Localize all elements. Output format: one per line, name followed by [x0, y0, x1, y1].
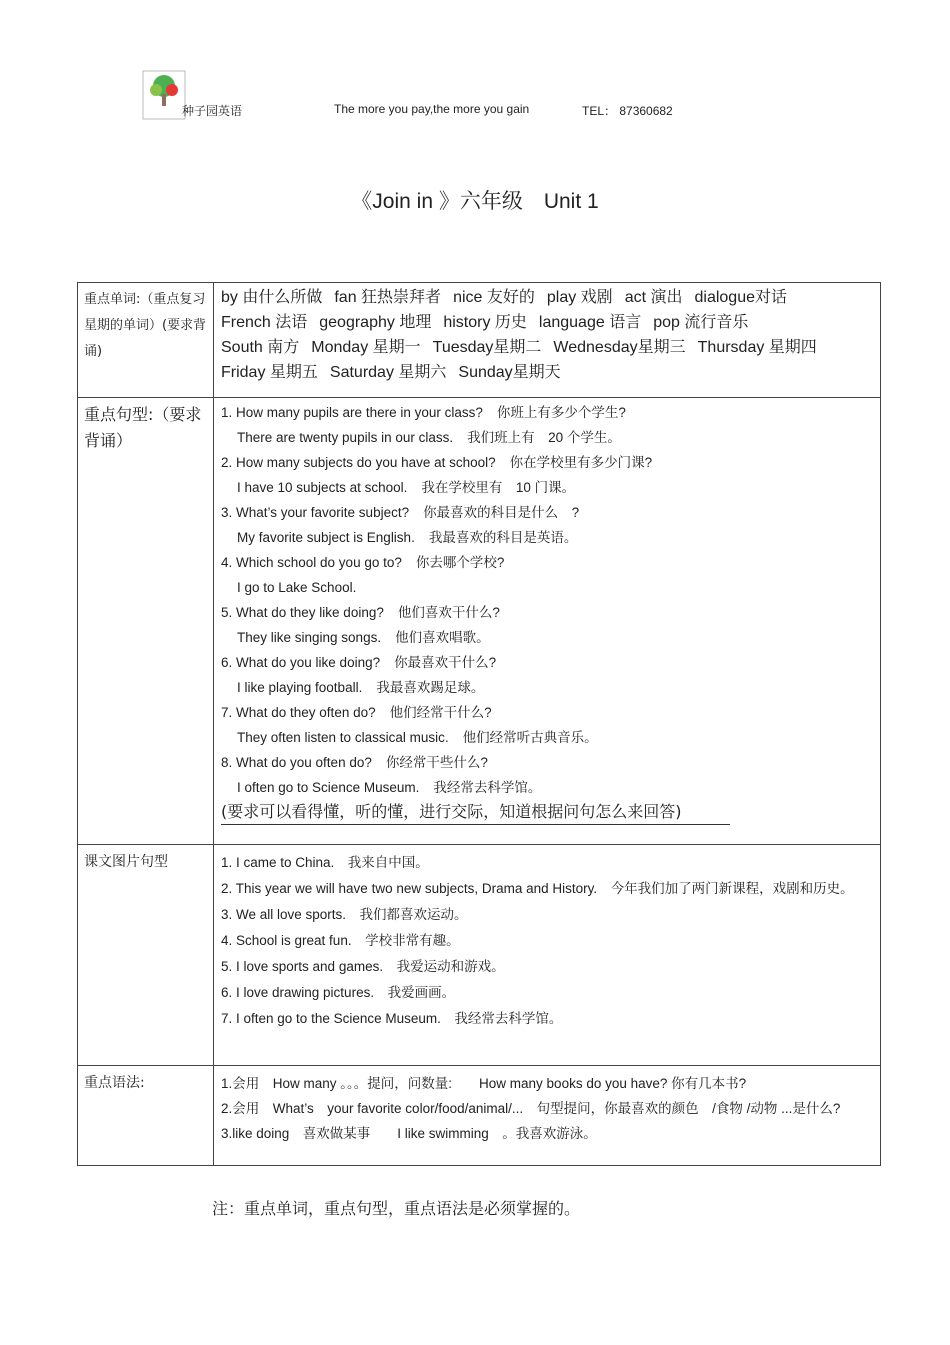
pictures-label: 课文图片句型: [78, 845, 214, 1066]
answer-text: I like playing football.: [237, 680, 363, 695]
vocab-word: nice 友好的: [453, 289, 535, 306]
vocab-word: Friday 星期五: [221, 364, 318, 381]
sentences-content: [214, 398, 881, 845]
sentence-list: [221, 400, 874, 800]
question-text: 2. How many subjects do you have at school?: [221, 455, 496, 470]
picture-sentence: 3. We all love sports. 我们都喜欢运动。: [221, 907, 468, 922]
sentences-label: 重点句型:（要求背诵）: [78, 398, 214, 845]
answer-text: They like singing songs.: [237, 630, 382, 645]
answer-translation: 他们喜欢唱歌。: [395, 630, 490, 645]
grammar-point: 2.会用 What’s your favorite color/food/animal/... 句型提问，你最喜欢的颜色 /食物 /动物 ...是什么?: [221, 1101, 841, 1116]
grammar-point: 3.like doing 喜欢做某事 I like swimming 。我喜欢游泳。: [221, 1126, 597, 1141]
answer-translation: 我经常去科学馆。: [433, 780, 542, 795]
picture-sentence: 1. I came to China. 我来自中国。: [221, 855, 429, 870]
answer-line: [221, 775, 874, 800]
vocab-word: language 语言: [538, 314, 642, 331]
row-sentences: [78, 398, 881, 845]
question-text: 1. How many pupils are there in your class?: [221, 405, 483, 420]
answer-translation: 我在学校里有 10 门课。: [421, 480, 576, 495]
grammar-point: 1.会用 How many 。。。提问，问数量: How many books do you have? 你有几本书?: [221, 1076, 747, 1091]
question-line: [221, 550, 874, 575]
vocab-word: Thursday 星期四: [697, 339, 817, 356]
vocab-line: [221, 310, 874, 335]
question-translation: 你最喜欢干什么?: [394, 655, 497, 670]
picture-sentence: 4. School is great fun. 学校非常有趣。: [221, 933, 460, 948]
picture-sentence: 2. This year we will have two new subjects, Drama and History. 今年我们加了两门新课程，戏剧和历史。: [221, 881, 854, 896]
vocab-word: fan 狂热崇拜者: [334, 289, 442, 306]
question-translation: 你在学校里有多少门课?: [509, 455, 653, 470]
answer-text: My favorite subject is English.: [237, 530, 415, 545]
question-text: 6. What do you like doing?: [221, 655, 381, 670]
question-text: 5. What do they like doing?: [221, 605, 384, 620]
vocab-word: play 戏剧: [546, 289, 613, 306]
vocab-word: act 演出: [624, 289, 683, 306]
vocab-word: French 法语: [221, 314, 308, 331]
row-vocab: [78, 283, 881, 398]
telephone: TEL： 87360682: [582, 104, 673, 118]
question-line: [221, 600, 874, 625]
seed-logo-icon: [142, 70, 186, 120]
vocab-word: by 由什么所做: [221, 289, 323, 306]
question-line: [221, 500, 874, 525]
vocab-line: [221, 285, 874, 310]
vocab-word: geography 地理: [319, 314, 432, 331]
question-text: 8. What do you often do?: [221, 755, 372, 770]
question-translation: 你经常干些什么?: [385, 755, 488, 770]
row-grammar: [78, 1066, 881, 1166]
vocab-list: [221, 285, 874, 385]
page-header: [142, 70, 842, 122]
picture-sentence: 5. I love sports and games. 我爱运动和游戏。: [221, 959, 505, 974]
vocab-word: Monday 星期一: [311, 339, 421, 356]
answer-line: [221, 475, 874, 500]
vocab-word: Sunday星期天: [458, 364, 561, 381]
grammar-label: 重点语法:: [78, 1066, 214, 1166]
row-pictures: [78, 845, 881, 1066]
school-name: 种子园英语: [182, 104, 243, 118]
answer-translation: 我最喜欢的科目是英语。: [428, 530, 578, 545]
answer-line: [221, 425, 874, 450]
question-translation: 你去哪个学校?: [415, 555, 505, 570]
answer-translation: 我最喜欢踢足球。: [376, 680, 485, 695]
answer-text: They often listen to classical music.: [237, 730, 449, 745]
question-line: [221, 400, 874, 425]
question-line: [221, 450, 874, 475]
grammar-list: [221, 1068, 874, 1145]
requirement-note: (要求可以看得懂，听的懂，进行交际，知道根据问句怎么来回答): [221, 800, 730, 825]
vocab-word: history 历史: [443, 314, 527, 331]
picture-sentence-list: [221, 847, 874, 1030]
lesson-table: [77, 282, 881, 1166]
question-translation: 你最喜欢的科目是什么 ?: [423, 505, 580, 520]
page-title: 《Join in 》六年级 Unit 1: [351, 190, 599, 213]
question-translation: 你班上有多少个学生?: [496, 405, 626, 420]
question-text: 4. Which school do you go to?: [221, 555, 402, 570]
answer-line: [221, 525, 874, 550]
answer-translation: 他们经常听古典音乐。: [462, 730, 598, 745]
answer-translation: 我们班上有 20 个学生。: [467, 430, 621, 445]
vocab-word: dialogue对话: [694, 289, 787, 306]
question-line: [221, 700, 874, 725]
vocab-word: South 南方: [221, 339, 300, 356]
answer-text: I go to Lake School.: [237, 580, 357, 595]
vocab-word: Saturday 星期六: [329, 364, 447, 381]
answer-text: I have 10 subjects at school.: [237, 480, 408, 495]
answer-line: [221, 575, 874, 600]
motto: The more you pay,the more you gain: [334, 102, 530, 116]
answer-text: There are twenty pupils in our class.: [237, 430, 454, 445]
vocab-content: [214, 283, 881, 398]
question-translation: 他们经常干什么?: [389, 705, 492, 720]
picture-sentence: 6. I love drawing pictures. 我爱画画。: [221, 985, 456, 1000]
question-text: 3. What’s your favorite subject?: [221, 505, 410, 520]
question-line: [221, 750, 874, 775]
vocab-line: [221, 335, 874, 360]
answer-line: [221, 725, 874, 750]
pictures-content: [214, 845, 881, 1066]
question-line: [221, 650, 874, 675]
vocab-word: Wednesday星期三: [553, 339, 686, 356]
answer-line: [221, 625, 874, 650]
answer-line: [221, 675, 874, 700]
vocab-line: [221, 360, 874, 385]
picture-sentence: 7. I often go to the Science Museum. 我经常去科学馆。: [221, 1011, 563, 1026]
question-translation: 他们喜欢干什么?: [397, 605, 500, 620]
vocab-word: pop 流行音乐: [653, 314, 749, 331]
footnote: 注：重点单词，重点句型，重点语法是必须掌握的。: [212, 1199, 581, 1218]
vocab-word: Tuesday星期二: [432, 339, 542, 356]
grammar-content: [214, 1066, 881, 1166]
vocab-label: 重点单词:（重点复习星期的单词）(要求背诵): [78, 283, 214, 398]
question-text: 7. What do they often do?: [221, 705, 376, 720]
answer-text: I often go to Science Museum.: [237, 780, 420, 795]
